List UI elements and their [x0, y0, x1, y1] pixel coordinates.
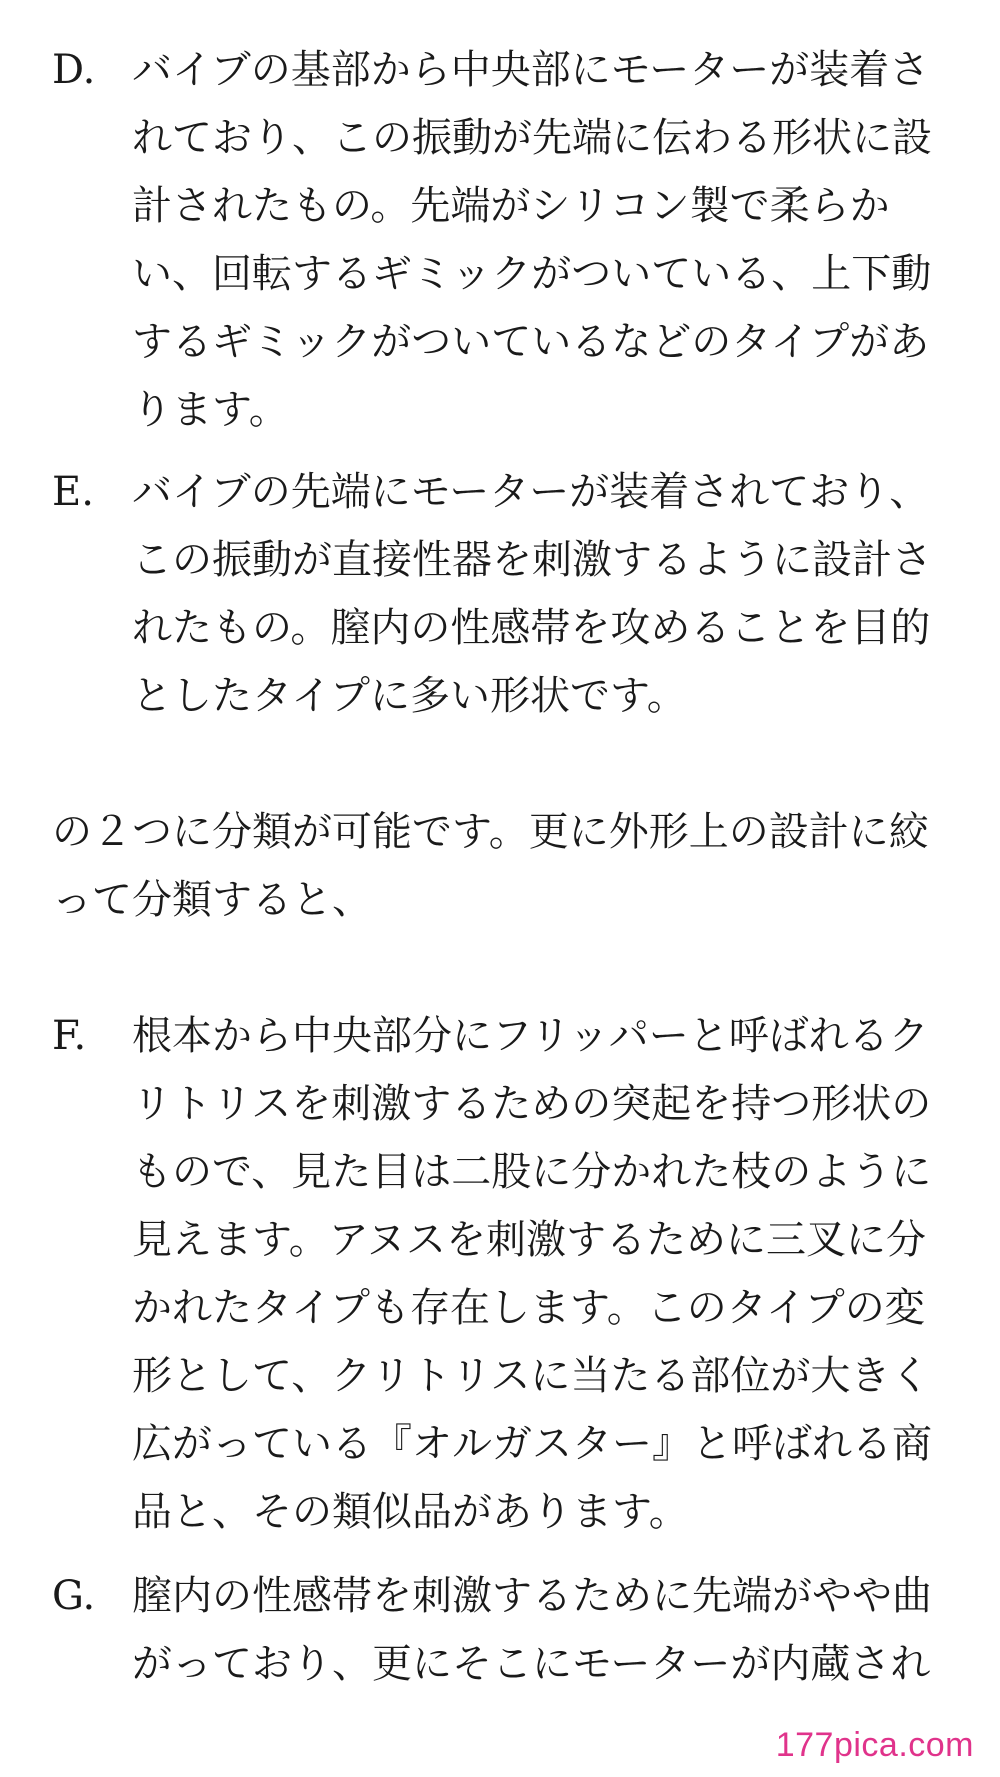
text-line: がっており、更にそこにモーターが内蔵され: [132, 1641, 931, 1687]
text-line: 品と、その類似品があります。: [132, 1489, 689, 1535]
text-line: バイブの基部から中央部にモーターが装着さ: [132, 47, 930, 93]
text-line: ります。: [132, 387, 289, 433]
text-line: バイブの先端にモーターが装着されており、: [132, 469, 930, 515]
item-marker: E.: [52, 469, 94, 515]
text-line: って分類すると、: [52, 877, 372, 923]
text-line: リトリスを刺激するための突起を持つ形状の: [132, 1081, 932, 1127]
item-marker: G.: [52, 1573, 96, 1619]
text-line: この振動が直接性器を刺激するように設計さ: [132, 537, 932, 583]
text-line: としたタイプに多い形状です。: [132, 673, 687, 719]
text-line: れたもの。膣内の性感帯を攻めることを目的: [132, 605, 931, 651]
text-line: 膣内の性感帯を刺激するために先端がやや曲: [132, 1573, 932, 1619]
item-marker: F.: [52, 1013, 87, 1059]
text-line: もので、見た目は二股に分かれた枝のように: [132, 1149, 932, 1195]
text-line: 広がっている『オルガスター』と呼ばれる商: [132, 1421, 932, 1467]
text-line: 計されたもの。先端がシリコン製で柔らか: [132, 183, 890, 229]
text-line: 根本から中央部分にフリッパーと呼ばれるク: [132, 1013, 929, 1059]
text-line: い、回転するギミックがついている、上下動: [132, 251, 932, 297]
text-line: れており、この振動が先端に伝わる形状に設: [132, 115, 932, 161]
watermark: 177pica.com: [775, 1726, 974, 1764]
text-line: の２つに分類が可能です。更に外形上の設計に絞: [52, 809, 929, 855]
text-line: かれたタイプも存在します。このタイプの変: [132, 1285, 925, 1331]
text-line: 見えます。アヌスを刺激するために三叉に分: [132, 1217, 926, 1263]
text-line: 形として、クリトリスに当たる部位が大きく: [132, 1353, 931, 1399]
item-marker: D.: [52, 47, 96, 93]
text-line: するギミックがついているなどのタイプがあ: [132, 319, 930, 365]
